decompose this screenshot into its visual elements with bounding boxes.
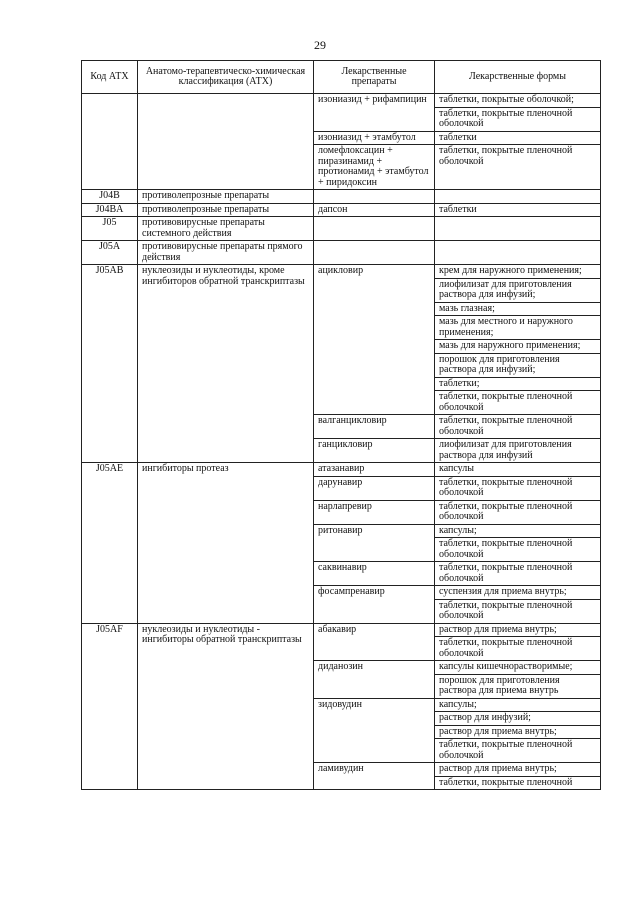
drug-cell: диданозин bbox=[314, 661, 435, 699]
dosage-forms-cell bbox=[435, 463, 601, 477]
drug-cell: нарлапревир bbox=[314, 500, 435, 524]
dosage-forms-cell bbox=[435, 145, 601, 190]
dosage-forms-cell bbox=[435, 190, 601, 204]
page-number: 29 bbox=[314, 38, 326, 52]
table-row bbox=[82, 463, 601, 477]
header-atc-code: Код АТХ bbox=[82, 61, 138, 94]
drug-cell: атазанавир bbox=[314, 463, 435, 477]
drug-cell: ламивудин bbox=[314, 763, 435, 790]
dosage-form-item: таблетки, покрытые пленочной оболочкой bbox=[439, 500, 573, 522]
dosage-form-item: капсулы; bbox=[439, 698, 477, 710]
dosage-form-item: таблетки, покрытые пленочной оболочкой bbox=[435, 636, 600, 660]
dosage-form-item: мазь для местного и наружного применения; bbox=[435, 315, 600, 339]
dosage-form-item: капсулы кишечнорастворимые; bbox=[439, 661, 573, 672]
atc-code-cell bbox=[82, 94, 138, 190]
dosage-form-item: крем для наружного применения; bbox=[439, 265, 582, 276]
drug-cell bbox=[314, 241, 435, 265]
dosage-form-item: таблетки, покрытые пленочной оболочкой bbox=[439, 562, 573, 584]
dosage-form-item: лиофилизат для приготовления раствора для инфузий; bbox=[435, 278, 600, 302]
dosage-form-item: мазь глазная; bbox=[435, 302, 600, 316]
dosage-forms-cell bbox=[435, 524, 601, 562]
dosage-form-item: таблетки, покрытые пленочной bbox=[435, 776, 600, 790]
atc-code-cell: J05AE bbox=[82, 463, 138, 624]
table-row bbox=[82, 241, 601, 265]
dosage-forms-cell bbox=[435, 698, 601, 763]
dosage-form-item: раствор для приема внутрь; bbox=[439, 763, 557, 774]
dosage-form-item: лиофилизат для приготовления раствора для инфузий bbox=[439, 439, 572, 461]
dosage-forms-cell bbox=[435, 661, 601, 699]
table-row bbox=[82, 623, 601, 661]
dosage-form-item: раствор для инфузий; bbox=[435, 711, 600, 725]
atc-code-cell: J05 bbox=[82, 217, 138, 241]
dosage-forms-cell bbox=[435, 217, 601, 241]
dosage-form-item: раствор для приема внутрь; bbox=[435, 725, 600, 739]
atc-code-cell: J05A bbox=[82, 241, 138, 265]
dosage-form-item: порошок для приготовления раствора для приема внутрь bbox=[435, 674, 600, 698]
dosage-forms-cell bbox=[435, 586, 601, 624]
dosage-forms-cell bbox=[435, 476, 601, 500]
atc-classification-cell: противовирусные препараты системного действия bbox=[138, 217, 314, 241]
dosage-forms-cell bbox=[435, 500, 601, 524]
dosage-forms-cell bbox=[435, 265, 601, 415]
drug-cell: изониазид + рифампицин bbox=[314, 94, 435, 132]
drug-cell: ганцикловир bbox=[314, 439, 435, 463]
dosage-form-item bbox=[435, 241, 600, 253]
atc-code-cell: J04B bbox=[82, 190, 138, 204]
atc-classification-cell: противолепрозные препараты bbox=[138, 190, 314, 204]
drug-cell: абакавир bbox=[314, 623, 435, 661]
dosage-form-item: таблетки, покрытые оболочкой; bbox=[439, 94, 574, 105]
dosage-form-item: таблетки, покрытые пленочной оболочкой bbox=[435, 599, 600, 623]
atc-classification-cell: нуклеозиды и нуклеотиды - ингибиторы обратной транскриптазы bbox=[138, 623, 314, 790]
drug-cell: саквинавир bbox=[314, 562, 435, 586]
dosage-forms-cell bbox=[435, 562, 601, 586]
dosage-form-item: таблетки bbox=[439, 131, 477, 143]
dosage-form-item: раствор для приема внутрь; bbox=[439, 623, 557, 635]
drug-cell: дапсон bbox=[314, 203, 435, 217]
dosage-form-item: таблетки, покрытые пленочной оболочкой bbox=[439, 415, 573, 437]
dosage-forms-cell bbox=[435, 203, 601, 217]
dosage-form-item: капсулы; bbox=[439, 524, 477, 536]
atc-classification-cell: нуклеозиды и нуклеотиды, кроме ингибиторов обратной транскриптазы bbox=[138, 265, 314, 463]
atc-code-cell: J05AB bbox=[82, 265, 138, 463]
drug-cell: изониазид + этамбутол bbox=[314, 131, 435, 145]
drug-cell: ацикловир bbox=[314, 265, 435, 415]
atc-table bbox=[81, 60, 601, 790]
dosage-forms-cell bbox=[435, 763, 601, 790]
atc-code-cell: J04BA bbox=[82, 203, 138, 217]
drug-cell bbox=[314, 217, 435, 241]
dosage-form-item: мазь для наружного применения; bbox=[435, 339, 600, 353]
drug-cell bbox=[314, 190, 435, 204]
dosage-forms-cell bbox=[435, 415, 601, 439]
dosage-form-item bbox=[435, 217, 600, 229]
table-header bbox=[82, 61, 601, 94]
dosage-forms-cell bbox=[435, 439, 601, 463]
dosage-forms-cell bbox=[435, 131, 601, 145]
dosage-form-item: таблетки bbox=[439, 203, 477, 215]
atc-classification-cell: противолепрозные препараты bbox=[138, 203, 314, 217]
atc-classification-cell: ингибиторы протеаз bbox=[138, 463, 314, 624]
drug-cell: фосампренавир bbox=[314, 586, 435, 624]
dosage-form-item: таблетки, покрытые пленочной оболочкой bbox=[435, 738, 600, 762]
drug-cell: ломефлоксацин + пиразинамид + протионамид + этамбутол + пиридоксин bbox=[314, 145, 435, 190]
dosage-form-item: суспензия для приема внутрь; bbox=[439, 586, 567, 597]
dosage-forms-cell bbox=[435, 94, 601, 132]
dosage-form-item: таблетки, покрытые пленочной оболочкой bbox=[435, 107, 600, 131]
dosage-forms-cell bbox=[435, 623, 601, 661]
atc-classification-cell: противовирусные препараты прямого действия bbox=[138, 241, 314, 265]
dosage-form-item: таблетки; bbox=[435, 377, 600, 391]
drug-cell: валганцикловир bbox=[314, 415, 435, 439]
atc-code-cell: J05AF bbox=[82, 623, 138, 790]
header-drugs: Лекарственные препараты bbox=[314, 61, 435, 94]
drug-cell: ритонавир bbox=[314, 524, 435, 562]
drug-cell: зидовудин bbox=[314, 698, 435, 763]
drug-cell: дарунавир bbox=[314, 476, 435, 500]
table-row bbox=[82, 190, 601, 204]
atc-classification-cell bbox=[138, 94, 314, 190]
header-atc-classification: Анатомо-терапевтическо-химическая классификация (АТХ) bbox=[138, 61, 314, 94]
dosage-form-item: таблетки, покрытые пленочной оболочкой bbox=[435, 537, 600, 561]
table-row bbox=[82, 217, 601, 241]
dosage-form-item: порошок для приготовления раствора для инфузий; bbox=[435, 353, 600, 377]
dosage-form-item: таблетки, покрытые пленочной оболочкой bbox=[439, 145, 573, 167]
header-dosage-forms: Лекарственные формы bbox=[435, 61, 601, 94]
dosage-form-item: таблетки, покрытые пленочной оболочкой bbox=[435, 390, 600, 414]
table-row bbox=[82, 265, 601, 415]
table-row bbox=[82, 94, 601, 132]
table-row bbox=[82, 203, 601, 217]
table-body bbox=[82, 94, 601, 790]
dosage-form-item bbox=[435, 190, 600, 202]
dosage-form-item: капсулы bbox=[439, 463, 474, 474]
dosage-form-item: таблетки, покрытые пленочной оболочкой bbox=[439, 476, 573, 498]
dosage-forms-cell bbox=[435, 241, 601, 265]
